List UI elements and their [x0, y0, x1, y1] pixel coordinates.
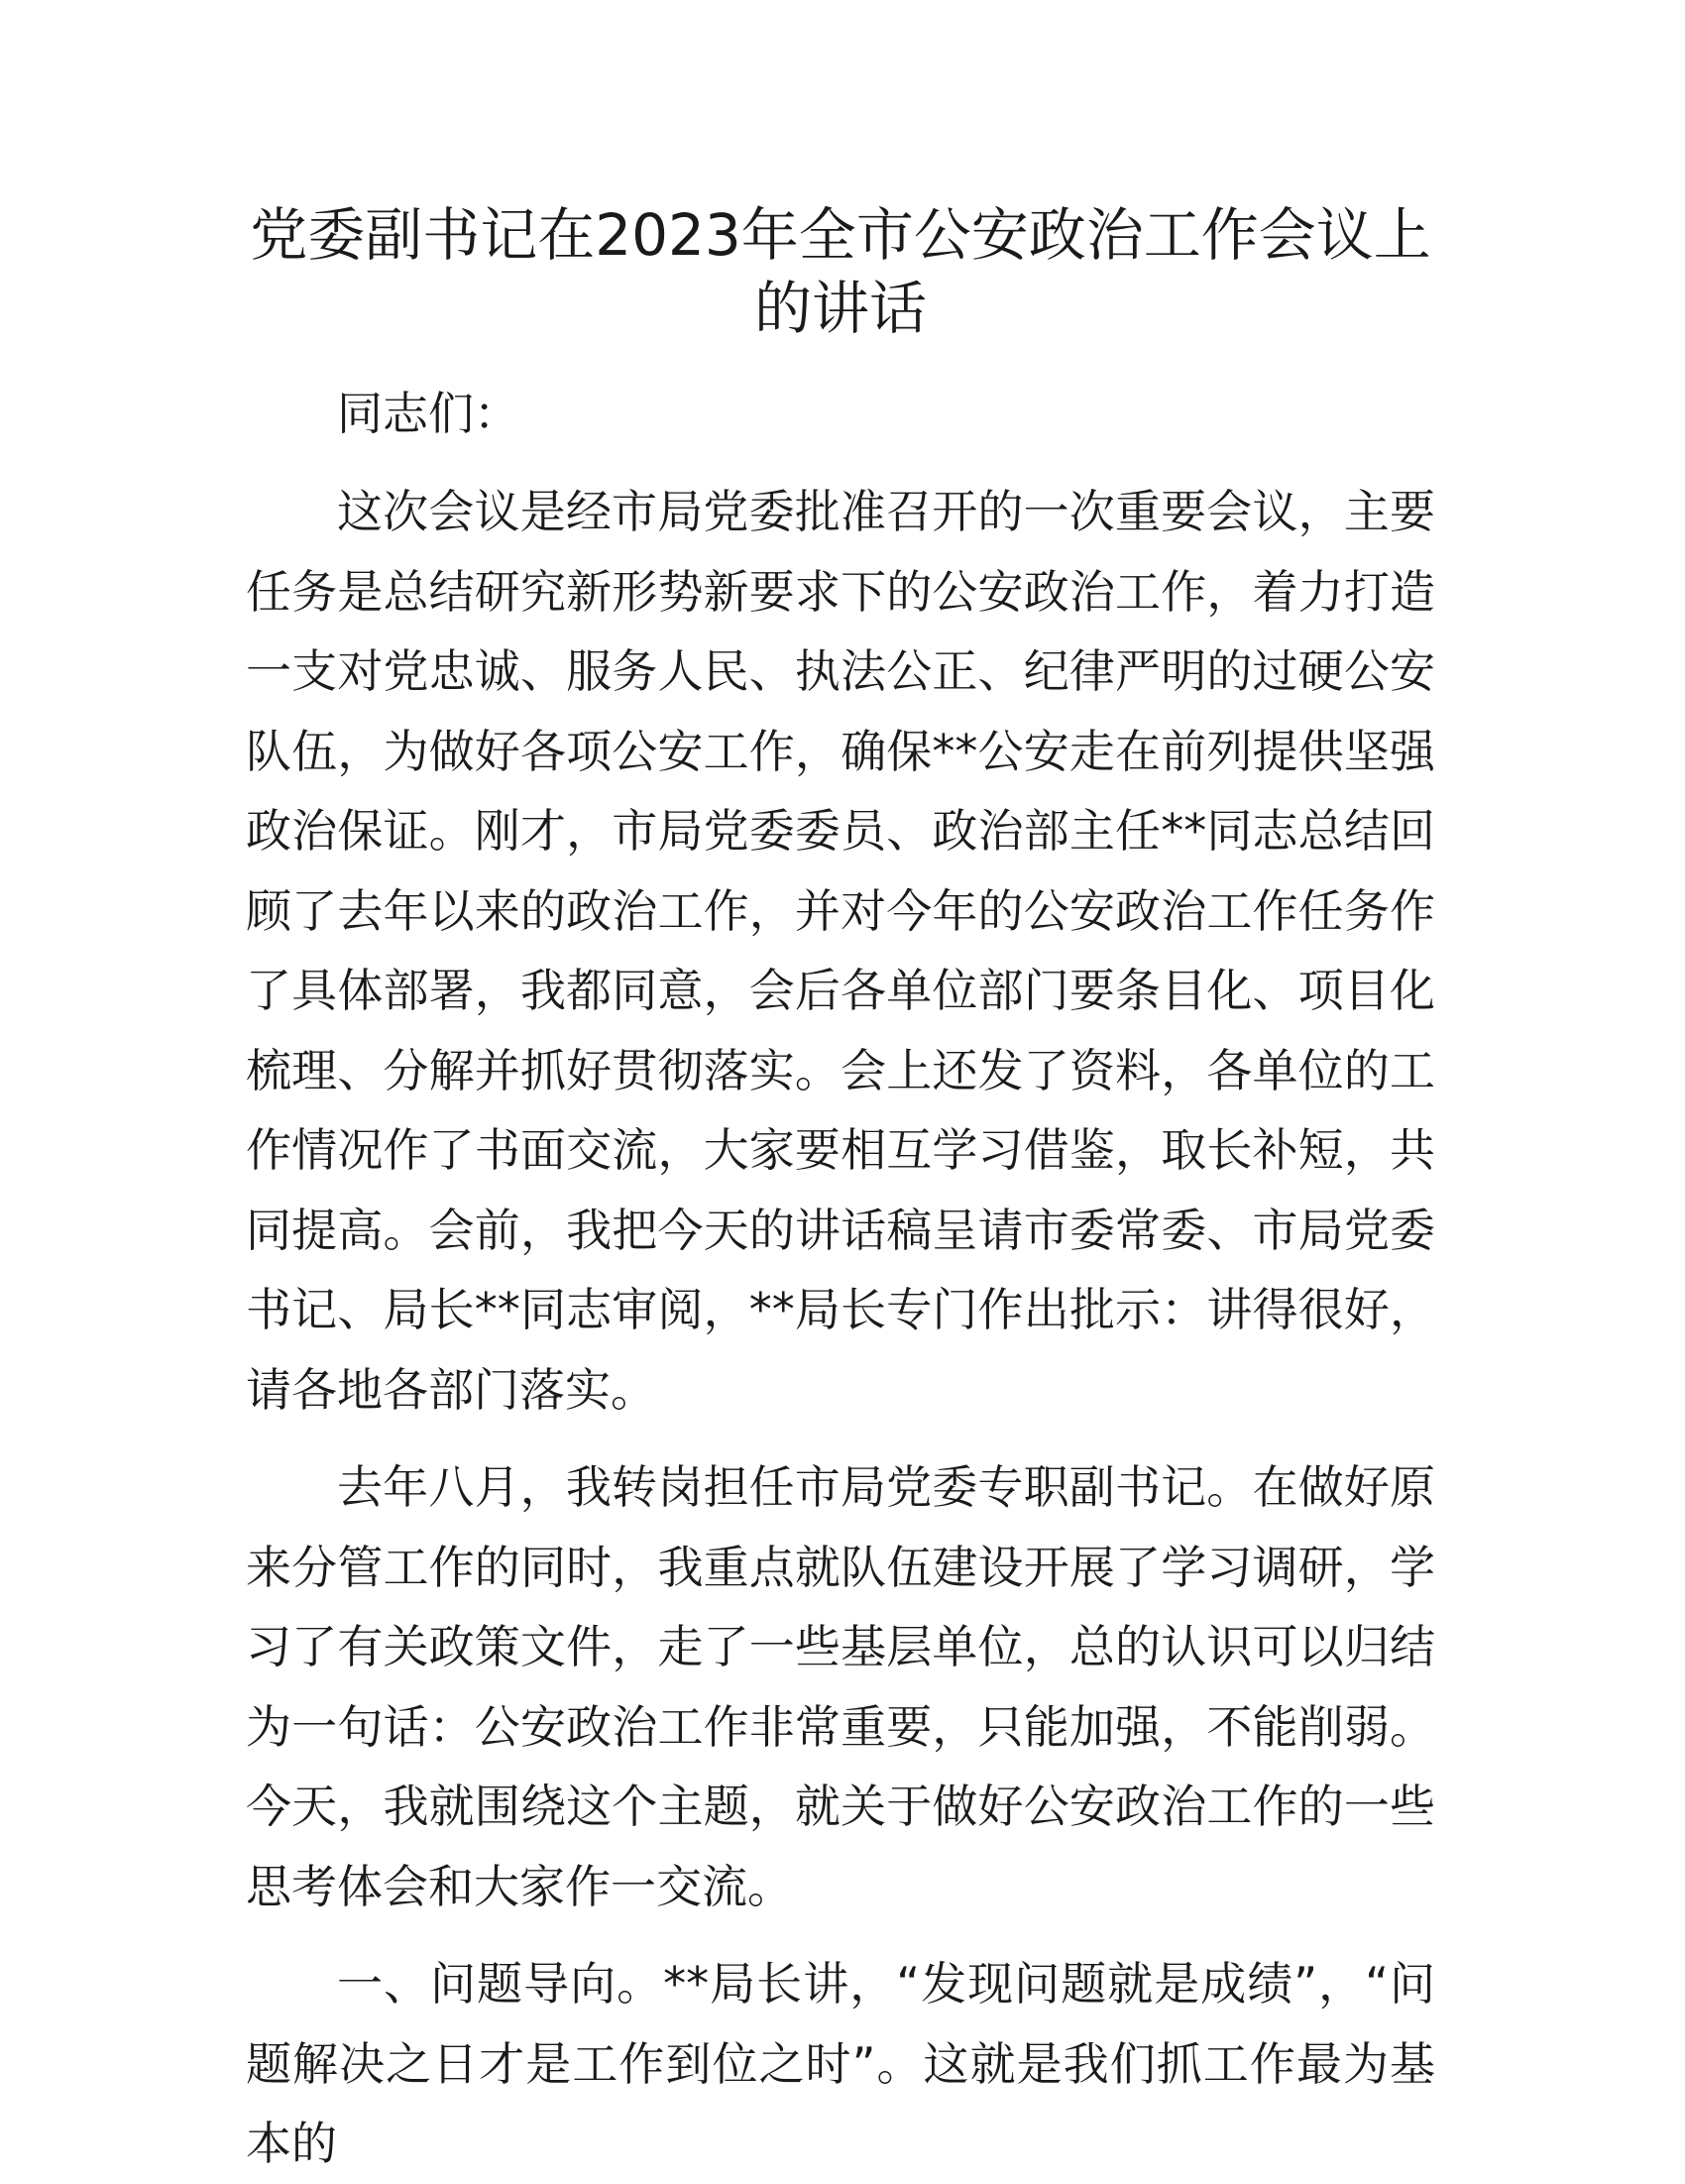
document-page: [246, 198, 1435, 2184]
paragraph-1: 这次会议是经市局党委批准召开的一次重要会议，主要任务是总结研究新形势新要求下的公安政治工作，着力打造一支对党忠诚、服务人民、执法公正、纪律严明的过硬公安队伍，为做好各项公安工作，确保**公安走在前列提供坚强政治保证。刚才，市局党委委员、政治部主任**同志总结回顾了去年以来的政治工作，并对今年的公安政治工作任务作了具体部署，我都同意，会后各单位部门要条目化、项目化梳理、分解并抓好贯彻落实。会上还发了资料，各单位的工作情况作了书面交流，大家要相互学习借鉴，取长补短，共同提高。会前，我把今天的讲话稿呈请市委常委、市局党委书记、局长**同志审阅，**局长专门作出批示：讲得很好，请各地各部门落实。: [246, 485, 1435, 1417]
paragraph-2: 去年八月，我转岗担任市局党委专职副书记。在做好原来分管工作的同时，我重点就队伍建设开展了学习调研，学习了有关政策文件，走了一些基层单位，总的认识可以归结为一句话：公安政治工作非常重要，只能加强，不能削弱。今天，我就围绕这个主题，就关于做好公安政治工作的一些思考体会和大家作一交流。: [246, 1460, 1435, 1913]
document-title: 党委副书记在2023年全市公安政治工作会议上的讲话: [250, 201, 1431, 342]
greeting: 同志们：: [337, 387, 519, 440]
paragraph-3: 一、问题导向。**局长讲，“发现问题就是成绩”，“问题解决之日才是工作到位之时”。这就是我们抓工作最为基本的: [246, 1957, 1435, 2170]
